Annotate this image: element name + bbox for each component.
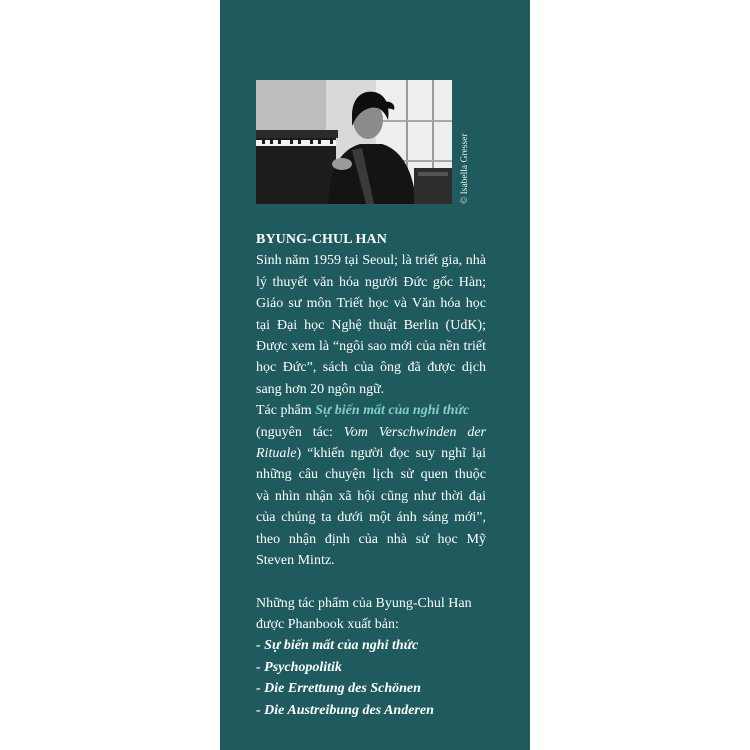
book-item: - Die Errettung des Schönen — [256, 681, 421, 697]
work-intro-line — [256, 400, 486, 421]
work-quote-line: “khiến người đọc suy nghĩ lại — [301, 446, 486, 462]
work-orig-line — [256, 422, 486, 465]
author-photo — [256, 80, 452, 204]
author-bio — [256, 250, 486, 400]
author-photo-illustration — [256, 80, 452, 204]
work-orig-title: Vom Verschwinden der Rituale — [256, 424, 486, 462]
work-orig-suffix: ) — [296, 446, 302, 462]
bio-line: Sinh năm 1959 tại Seoul; là triết gia, nhà — [256, 253, 486, 269]
books-intro-line: được Phanbook xuất bản: — [256, 616, 399, 632]
bio-line: sang hơn 20 ngôn ngữ. — [256, 381, 385, 397]
work-orig-prefix: (nguyên tác: — [256, 424, 344, 440]
work-intro: Tác phẩm — [256, 403, 316, 419]
author-name: BYUNG-CHUL HAN — [256, 232, 387, 247]
bio-line: Được xem là “ngôi sao mới của nền triết — [256, 339, 486, 355]
bio-line: lý thuyết văn hóa người Đức gốc Hàn; — [256, 274, 486, 290]
work-quote-line: Steven Mintz. — [256, 553, 335, 569]
book-item: - Psychopolitik — [256, 659, 342, 675]
book-item: - Die Austreibung des Anderen — [256, 702, 434, 718]
work-description — [256, 400, 486, 571]
book-list — [256, 635, 486, 721]
book-flap — [220, 0, 530, 750]
work-quote-line: theo nhận định của nhà sử học Mỹ — [256, 531, 486, 547]
bio-line: tại Đại học Nghệ thuật Berlin (UdK); — [256, 317, 486, 333]
books-intro-line: Những tác phẩm của Byung-Chul Han — [256, 595, 472, 611]
work-quote-line: của chúng ta dưới một ánh sáng mới”, — [256, 510, 486, 526]
spacer — [256, 572, 486, 593]
bio-line: học Đức”, sách của ông đã được dịch — [256, 360, 486, 376]
books-intro — [256, 593, 486, 636]
work-quote-line: những câu chuyện lịch sử quen thuộc — [256, 467, 486, 483]
work-quote-line: và nhìn nhận xã hội cũng như thời đại — [256, 488, 486, 504]
book-item: - Sự biến mất của nghi thức — [256, 638, 419, 654]
photo-credit: © Isabella Gresser — [460, 133, 470, 204]
flap-text — [256, 229, 486, 721]
bio-line: Giáo sư môn Triết học và Văn hóa học — [256, 296, 486, 312]
work-title: Sự biến mất của nghi thức — [315, 403, 470, 419]
